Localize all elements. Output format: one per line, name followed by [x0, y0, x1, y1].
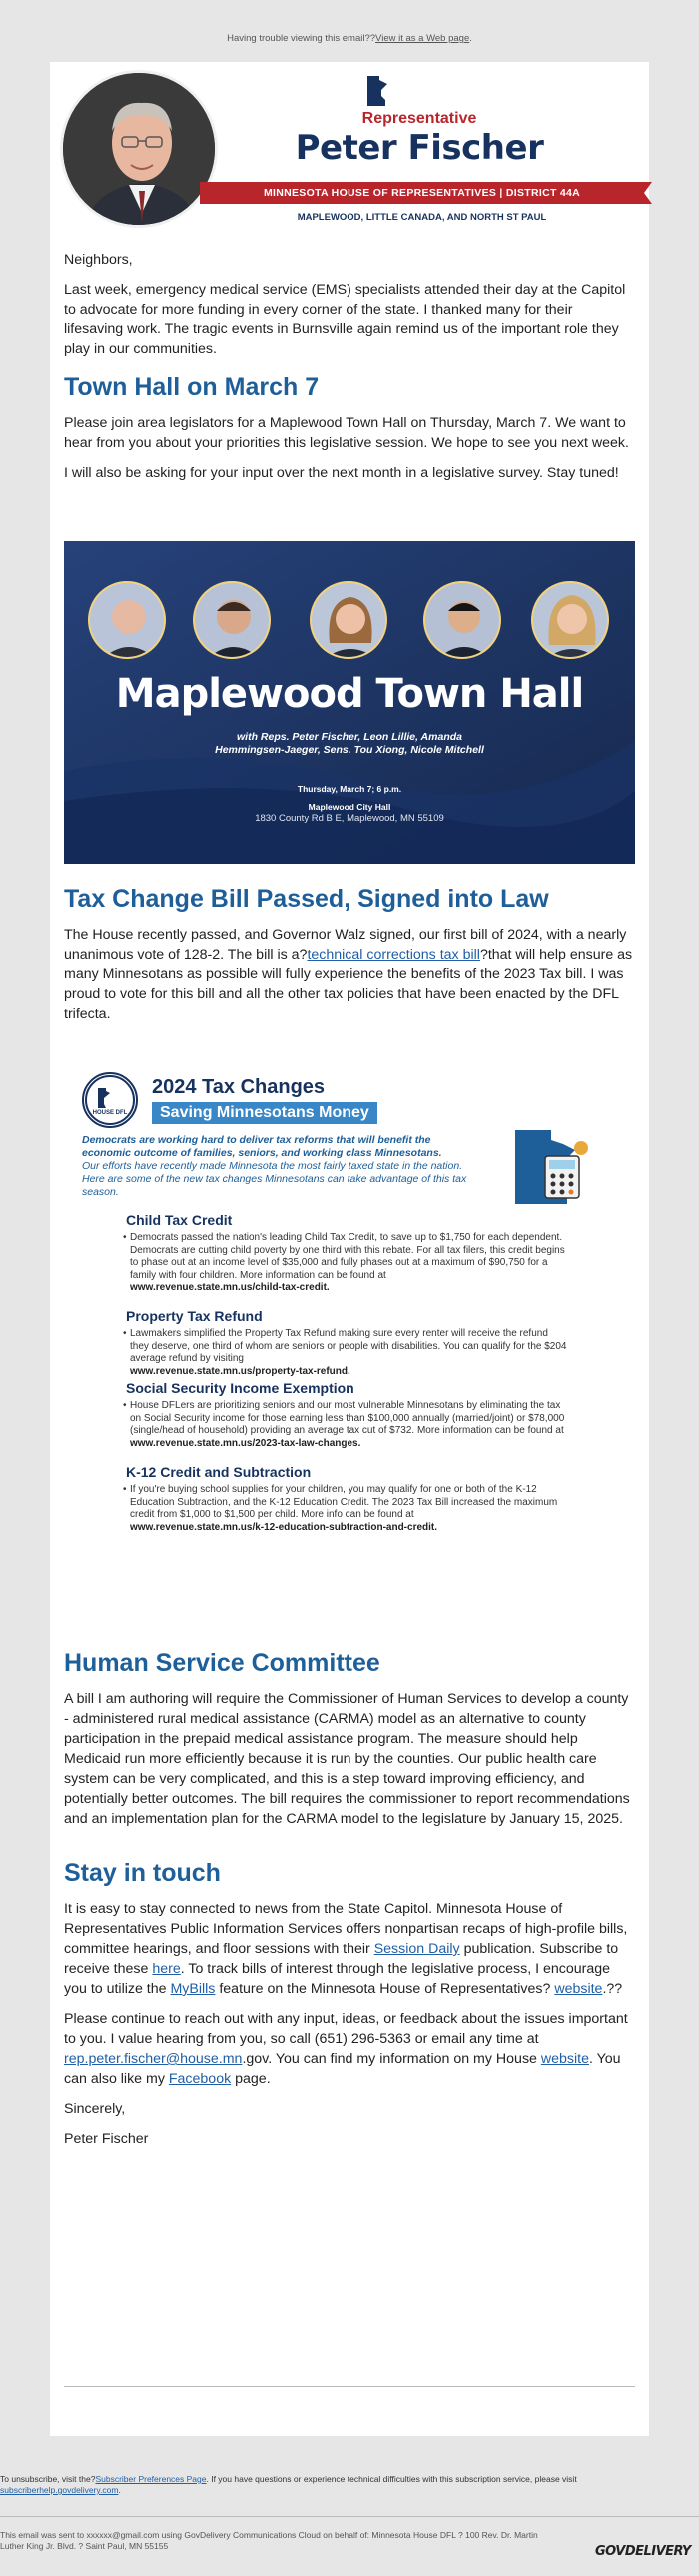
tax-item-url-child-tax-credit: www.revenue.state.mn.us/child-tax-credit.	[130, 1282, 330, 1293]
tax-item-body-social-security	[130, 1400, 569, 1450]
sit-text-f: Please continue to reach out with any input, ideas, or feedback about the issues important to you. I value hearing from you, so call (651) 296-5363 or email any time at	[64, 2011, 628, 2047]
legislator-photo-xiong	[423, 581, 501, 659]
email-card	[50, 62, 649, 2436]
mybills-link[interactable]: MyBills	[170, 1981, 216, 1997]
house-website-link[interactable]: website	[554, 1981, 603, 1997]
unsubscribe-footer	[0, 2474, 699, 2496]
town-hall-heading: Town Hall on March 7	[64, 373, 320, 401]
tax-item-url-property-tax-refund: www.revenue.state.mn.us/property-tax-refund.	[130, 1365, 350, 1377]
town-hall-banner-date: Thursday, March 7; 6 p.m.	[297, 784, 402, 794]
town-hall-banner-location: Maplewood City Hall	[308, 802, 391, 812]
tax-graphic-title: 2024 Tax Changes	[152, 1076, 326, 1098]
house-dfl-logo	[82, 1072, 138, 1128]
town-hall-banner-address: 1830 County Rd B E, Maplewood, MN 55109	[255, 813, 444, 824]
sit-text-i: page.	[231, 2071, 271, 2087]
town-hall-banner	[64, 541, 635, 864]
legislator-photo-hemmingsen-jaeger	[310, 581, 387, 659]
tax-bill-text-a: The House recently passed, and Governor Walz signed, our first bill of 2024, with a nearly unanimous vote of 128-2. The bill is a?	[64, 927, 627, 963]
sit-text-g: .gov. You can find my information on my House	[242, 2051, 541, 2067]
closing: Sincerely,	[64, 2101, 126, 2117]
unsub-text-a: To unsubscribe, visit the?	[0, 2474, 96, 2484]
tax-bill-section	[64, 925, 635, 1034]
human-service-paragraph: A bill I am authoring will require the Commissioner of Human Services to develop a county - administered rural medical assistance (CARMA) model as an alternative to county participation in the prepaid medical assistance program. The measure should help Medicaid run more efficiently because it is run by the counties. Our public health care system can be very complicated, and this is a step toward improving efficiency, and potentially better outcomes. The bill requires the commissioner to report recommendations and an implementation plan for the CARMA model to the legislature by January 15, 2025.	[64, 1691, 630, 1827]
tax-item-title-k12: K-12 Credit and Subtraction	[126, 1464, 312, 1480]
house-dfl-logo-text: HOUSE DFL	[92, 1110, 128, 1116]
minnesota-state-icon	[365, 76, 389, 106]
facebook-link[interactable]: Facebook	[168, 2071, 232, 2087]
district-ribbon: MINNESOTA HOUSE OF REPRESENTATIVES | DISTRICT 44A	[200, 182, 644, 204]
session-daily-link[interactable]: Session Daily	[373, 1941, 460, 1957]
town-hall-section	[64, 413, 635, 493]
tax-changes-graphic	[64, 1062, 635, 1623]
representative-portrait	[60, 70, 218, 228]
intro-section	[64, 250, 635, 369]
human-service-section	[64, 1689, 635, 1839]
subscribe-here-link[interactable]: here	[152, 1961, 181, 1977]
town-hall-paragraph-1: Please join area legislators for a Maplewood Town Hall on Thursday, March 7. We want to hear from you about your priorities this legislative session. We hope to see you next week.	[64, 415, 629, 451]
view-web-page-link[interactable]: View it as a Web page	[375, 33, 470, 44]
greeting: Neighbors,	[64, 252, 133, 268]
newsletter-header	[50, 62, 649, 232]
tax-graphic-intro-a: Democrats are working hard to deliver tax reforms that will benefit the economic outcome of families, seniors, and working class Minnesotans.	[82, 1134, 442, 1159]
content-divider	[64, 2386, 635, 2387]
technical-corrections-link[interactable]: technical corrections tax bill	[307, 947, 480, 963]
tax-graphic-subtitle: Saving Minnesotans Money	[152, 1102, 377, 1124]
sit-text-h: . You can also like my	[64, 2051, 621, 2087]
tax-item-body-k12	[130, 1484, 569, 1534]
town-hall-banner-legislators: with Reps. Peter Fischer, Leon Lillie, Amanda Hemmingsen-Jaeger, Sens. Tou Xiong, Nicole Mitchell	[215, 731, 484, 756]
personal-website-link[interactable]: website	[540, 2051, 589, 2067]
tax-item-text-social-security: House DFLers are prioritizing seniors and our most vulnerable Minnesotans by eliminating the tax on Social Security income for those earning less than $100,000 annually (married/joint) or $78,000 (single/head of household) providing an average tax cut of $732. More information can be found at	[130, 1400, 565, 1436]
human-service-heading: Human Service Committee	[64, 1649, 380, 1677]
unsub-text-b: . If you have questions or experience technical difficulties with this subscription service, please visit	[206, 2474, 577, 2484]
representative-name: Peter Fischer	[295, 128, 544, 168]
subscriber-preferences-link[interactable]: Subscriber Preferences Page	[95, 2474, 207, 2484]
tax-graphic-intro-b: Our efforts have recently made Minnesota the most fairly taxed state in the nation. Here are some of the new tax changes Minnesotans can take advantage of this tax season.	[82, 1160, 467, 1198]
town-hall-banner-title: Maplewood Town Hall	[115, 671, 584, 717]
govdelivery-logo: GOVDELIVERY	[595, 2544, 691, 2559]
stay-in-touch-heading: Stay in touch	[64, 1859, 221, 1887]
legislator-photo-mitchell	[531, 581, 609, 659]
legislator-photo-fischer	[88, 581, 166, 659]
sit-text-d: feature on the Minnesota House of Representatives?	[215, 1981, 555, 1997]
stay-in-touch-section	[64, 1899, 635, 2159]
footer-divider	[0, 2516, 699, 2517]
district-cities: MAPLEWOOD, LITTLE CANADA, AND NORTH ST PAUL	[297, 212, 547, 223]
legislator-photo-lillie	[193, 581, 271, 659]
minnesota-calculator-icon	[511, 1126, 591, 1206]
town-hall-paragraph-2: I will also be asking for your input over the next month in a legislative survey. Stay tuned!	[64, 465, 619, 481]
sit-text-c: . To track bills of interest through the legislative process, I encourage you to utilize the	[64, 1961, 611, 1997]
preheader	[0, 33, 699, 44]
tax-item-title-property-tax-refund: Property Tax Refund	[126, 1308, 263, 1324]
tax-item-title-social-security: Social Security Income Exemption	[126, 1380, 354, 1396]
tax-item-text-child-tax-credit: Democrats passed the nation's leading Child Tax Credit, to save up to $1,750 for each dependent. Democrats are cutting child poverty by one third with this rebate. For all tax filers, this credit begins to phase out at an income level of $35,000 and fully phases out at a maximum of $90,750 for a family with four children. More information can be found at	[130, 1232, 565, 1281]
tax-bill-paragraph	[64, 925, 635, 1024]
stay-in-touch-paragraph-2	[64, 2009, 635, 2089]
tax-item-body-child-tax-credit	[130, 1232, 569, 1295]
sent-to-notice: This email was sent to xxxxxx@gmail.com using GovDelivery Communications Cloud on behalf of: Minnesota House DFL ? 100 Rev. Dr. Martin Luther King Jr. Blvd. ? Saint Paul, MN 55155	[0, 2530, 538, 2551]
unsub-text-c: .	[118, 2485, 121, 2495]
tax-bill-text-b: ?that will help ensure as many Minnesotans as possible will fully experience the benefits of the 2023 Tax bill. I was proud to vote for this bill and all the other tax policies that have been enacted by the DFL trifecta.	[64, 947, 633, 1022]
email-link[interactable]: rep.peter.fischer@house.mn	[64, 2051, 243, 2067]
preheader-end: .	[469, 33, 472, 44]
sit-text-b: publication. Subscribe to receive these	[64, 1941, 619, 1977]
tax-item-body-property-tax-refund	[130, 1328, 569, 1378]
tax-item-text-property-tax-refund: Lawmakers simplified the Property Tax Refund making sure every renter will receive the refund they deserve, one third of whom are seniors or people with disabilities. You can qualify for the $204 average refund by visiting	[130, 1328, 567, 1364]
tax-item-title-child-tax-credit: Child Tax Credit	[126, 1212, 233, 1228]
sit-text-e: .??	[602, 1981, 623, 1997]
subscriber-help-link[interactable]: subscriberhelp.govdelivery.com	[0, 2485, 119, 2495]
representative-label: Representative	[361, 110, 477, 127]
tax-item-text-k12: If you're buying school supplies for your children, you may qualify for one or both of the K-12 Education Subtraction, and the K-12 Education Credit. The 2023 Tax Bill increased the maximum credit from $1,000 to $1,500 per child. More info can be found at	[130, 1484, 558, 1520]
signature: Peter Fischer	[64, 2131, 149, 2147]
sit-text-a: It is easy to stay connected to news from the State Capitol. Minnesota House of Representatives Public Information Services offers nonpartisan recaps of high-profile bills, committee hearings, and floor sessions with their	[64, 1901, 628, 1957]
stay-in-touch-paragraph-1	[64, 1899, 635, 1999]
tax-item-url-social-security: www.revenue.state.mn.us/2023-tax-law-changes.	[130, 1437, 361, 1449]
tax-bill-heading: Tax Change Bill Passed, Signed into Law	[64, 885, 549, 913]
intro-paragraph: Last week, emergency medical service (EMS) specialists attended their day at the Capitol to advocate for more funding in every corner of the state. I thanked many for their lifesaving work. The tragic events in Burnsville again remind us of the important role they play in our communities.	[64, 282, 626, 357]
tax-item-url-k12: www.revenue.state.mn.us/k-12-education-subtraction-and-credit.	[130, 1521, 438, 1533]
preheader-text: Having trouble viewing this email??	[227, 33, 376, 44]
